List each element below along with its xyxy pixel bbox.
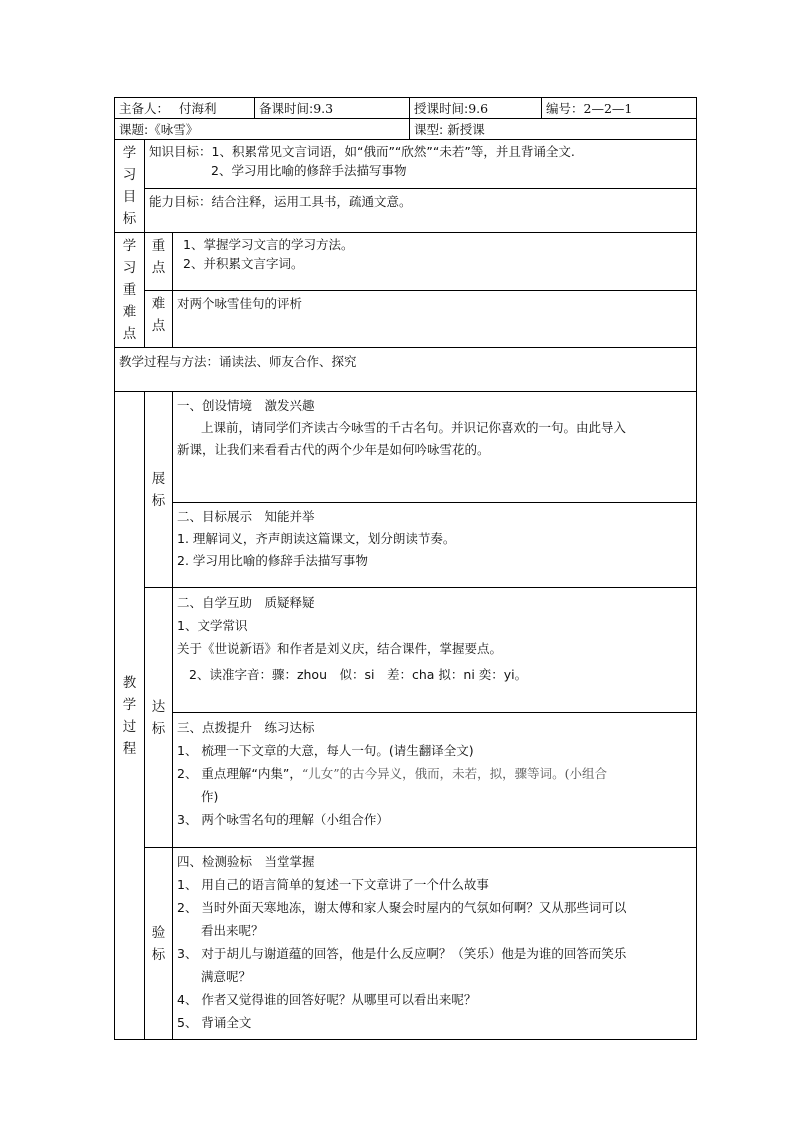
method-text: 教学过程与方法：诵读法、师友合作、探究 xyxy=(115,348,697,392)
practice-item-2-cont: 作) xyxy=(201,789,219,804)
header-row xyxy=(115,98,697,119)
teach-time-value: 9.6 xyxy=(468,100,489,116)
objectives-section xyxy=(173,503,697,588)
objectives-item-1: 1. 理解词义，齐声朗读这篇课文，划分朗读节奏。 xyxy=(177,531,456,546)
intro-text-2: 新课，让我们来看看古代的两个少年是如何吟咏雪花的。 xyxy=(177,442,490,457)
goals-label: 学 习 目 标 xyxy=(115,140,145,233)
knowledge-title: 知识目标： xyxy=(149,144,212,159)
practice-title: 三、点拨提升 练习达标 xyxy=(177,720,315,735)
focus-row xyxy=(115,233,697,291)
practice-item-2: 2、 重点理解“内集”，“儿女”的古今异义，俄而，未若，拟，骤等词。(小组合 xyxy=(177,766,608,781)
preparer-cell xyxy=(115,98,255,119)
intro-section xyxy=(173,392,697,503)
number-cell xyxy=(542,98,697,119)
prep-time-value: 9.3 xyxy=(313,100,334,116)
difficulty-content: 对两个咏雪佳句的评析 xyxy=(173,291,697,348)
difficulty-row xyxy=(115,291,697,348)
focus-content xyxy=(173,233,697,291)
practice-row xyxy=(115,713,697,848)
preparer-name: 付海利 xyxy=(179,100,217,116)
topic-row xyxy=(115,119,697,140)
check-question-3: 3、 对于胡儿与谢道蕴的回答，他是什么反应啊？（笑乐）他是为谁的回答而笑乐 xyxy=(177,946,627,961)
check-question-1: 1、 用自己的语言简单的复述一下文章讲了一个什么故事 xyxy=(177,877,489,892)
check-row xyxy=(115,848,697,1040)
goals-knowledge-row xyxy=(115,140,697,189)
prep-time-cell xyxy=(255,98,410,119)
check-label: 验 标 xyxy=(145,848,173,1040)
topic-value: 《咏雪》 xyxy=(148,121,199,137)
check-question-5: 5、 背诵全文 xyxy=(177,1015,252,1030)
key-points-label: 学 习 重 难 点 xyxy=(115,233,145,348)
knowledge-item-1: 1、积累常见文言词语，如“俄而”“欣然”“未若”等，并且背诵全文. xyxy=(211,144,575,159)
show-label: 展 标 xyxy=(145,392,173,588)
prep-time-label: 备课时间: xyxy=(259,100,314,116)
knowledge-item-2: 2、学习用比喻的修辞手法描写事物 xyxy=(211,163,407,178)
practice-item-1: 1、 梳理一下文章的大意，每人一句。(请生翻译全文) xyxy=(177,743,474,758)
teach-time-label: 授课时间: xyxy=(414,100,469,116)
method-row xyxy=(115,348,697,392)
knowledge-goals xyxy=(145,140,697,189)
focus-item-1: 1、掌握学习文言的学习方法。 xyxy=(183,237,354,252)
practice-section xyxy=(173,713,697,848)
type-value: 新授课 xyxy=(447,121,485,137)
topic-label: 课题: xyxy=(119,121,149,137)
practice-item-3: 3、 两个咏雪名句的理解（小组合作） xyxy=(177,812,389,827)
objectives-item-2: 2. 学习用比喻的修辞手法描写事物 xyxy=(177,553,368,568)
ability-goal: 能力目标：结合注释，运用工具书，疏通文意。 xyxy=(145,188,697,232)
intro-text-1: 上课前，请同学们齐读古今咏雪的千古名句。并识记你喜欢的一句。由此导入 xyxy=(201,420,627,435)
check-question-2: 2、 当时外面天寒地冻，谢太傅和家人聚会时屋内的气氛如何啊？又从那些词可以 xyxy=(177,900,627,915)
focus-item-2: 2、并积累文言字词。 xyxy=(183,256,304,271)
goals-ability-row xyxy=(115,188,697,232)
objectives-title: 二、目标展示 知能并举 xyxy=(177,509,315,524)
check-question-2-cont: 看出来呢？ xyxy=(201,923,264,938)
number-label: 编号： xyxy=(546,100,584,116)
topic-cell xyxy=(115,119,410,140)
check-section xyxy=(173,848,697,1040)
intro-row xyxy=(115,392,697,503)
literature-sub: 1、文学常识 xyxy=(177,618,248,633)
check-title: 四、检测验标 当堂掌握 xyxy=(177,854,315,869)
check-question-3-cont: 满意呢？ xyxy=(201,969,252,984)
type-cell xyxy=(410,119,697,140)
objectives-row xyxy=(115,503,697,588)
self-study-title: 二、自学互助 质疑释疑 xyxy=(177,595,315,610)
lesson-plan-document xyxy=(114,97,696,1040)
lesson-plan-table xyxy=(114,97,697,1040)
difficulty-label: 难 点 xyxy=(145,291,173,348)
check-question-4: 4、 作者又觉得谁的回答好呢？从哪里可以看出来呢？ xyxy=(177,992,477,1007)
reach-label: 达 标 xyxy=(145,588,173,848)
process-label: 教 学 过 程 xyxy=(115,392,145,1040)
number-value: 2—2—1 xyxy=(583,100,633,116)
intro-title: 一、创设情境 激发兴趣 xyxy=(177,398,315,413)
pronunciation-text: 2、读准字音：骤：zhou 似：si 差：cha 拟：ni 奕：yi。 xyxy=(189,667,528,682)
focus-label: 重 点 xyxy=(145,233,173,291)
self-study-section xyxy=(173,588,697,713)
literature-text: 关于《世说新语》和作者是刘义庆，结合课件，掌握要点。 xyxy=(177,641,503,656)
self-study-row xyxy=(115,588,697,713)
teach-time-cell xyxy=(410,98,542,119)
type-label: 课型: xyxy=(414,121,444,137)
preparer-label: 主备人： xyxy=(119,100,170,116)
